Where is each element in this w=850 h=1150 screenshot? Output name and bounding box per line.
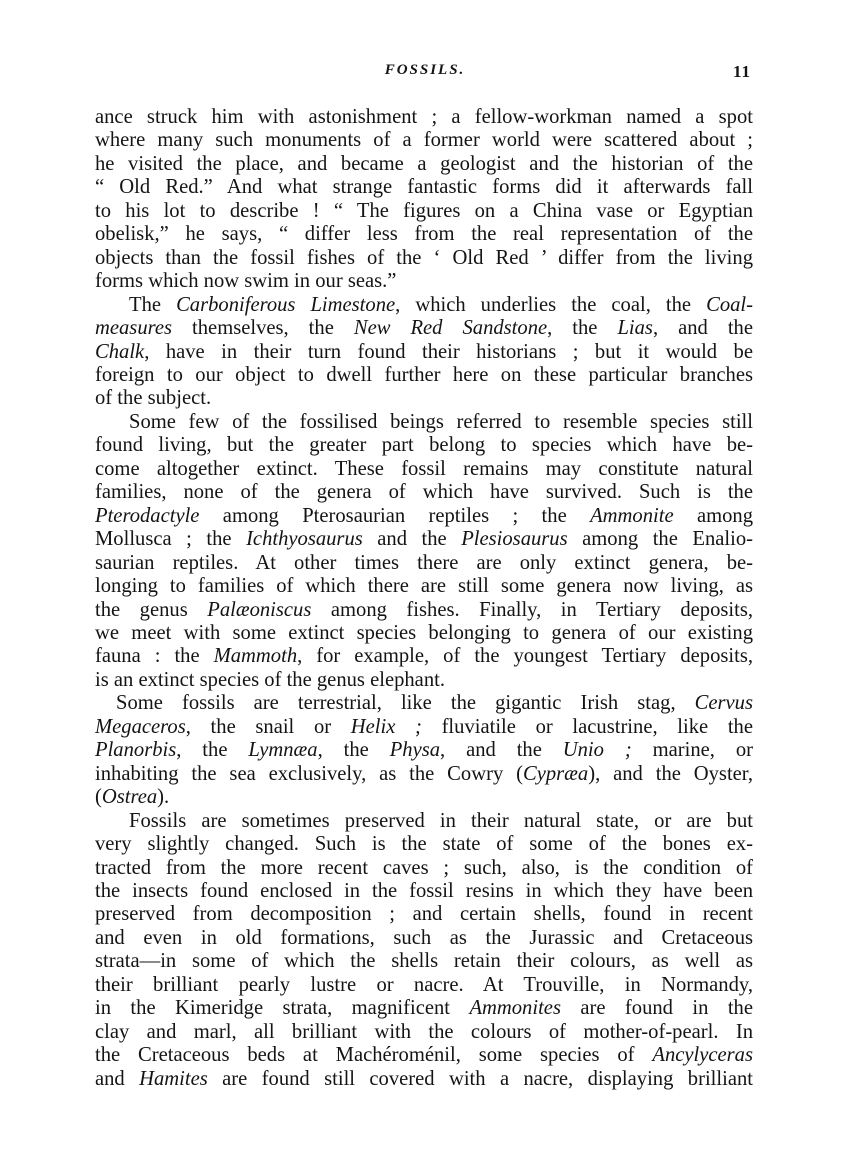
- text-line: come altogether extinct. These fossil remains may constitute natural: [95, 457, 753, 480]
- text-line: and Hamites are found still covered with a nacre, displaying brilliant: [95, 1067, 753, 1090]
- text-line: in the Kimeridge strata, magnificent Ammonites are found in the: [95, 997, 753, 1020]
- text-line: saurian reptiles. At other times there are only extinct genera, be-: [95, 551, 753, 574]
- text-line: preserved from decomposition ; and certain shells, found in recent: [95, 903, 753, 926]
- text-line: Planorbis, the Lymnæa, the Physa, and the Unio ; marine, or: [95, 739, 754, 762]
- text-line: and even in old formations, such as the Jurassic and Cretaceous: [95, 926, 753, 949]
- text-line: Some few of the fossilised beings referred to resemble species still: [129, 410, 753, 433]
- text-line: inhabiting the sea exclusively, as the Cowry (Cypræa), and the Oyster,: [95, 762, 753, 785]
- running-head: [95, 62, 755, 86]
- text-line: obelisk,” he says, “ differ less from the real representation of the: [95, 223, 753, 246]
- running-title: FOSSILS.: [384, 62, 466, 78]
- text-line: to his lot to describe ! “ The figures on a China vase or Egyptian: [95, 199, 753, 222]
- text-line: where many such monuments of a former world were scattered about ;: [95, 129, 753, 152]
- text-line: strata—in some of which the shells retain their colours, as well as: [95, 950, 753, 973]
- text-line: Pterodactyle among Pterosaurian reptiles ; the Ammonite among: [95, 504, 753, 527]
- text-line: tracted from the more recent caves ; such, also, is the condition of: [95, 856, 753, 879]
- paragraph: [95, 692, 753, 809]
- text-line: “ Old Red.” And what strange fantastic forms did it afterwards fall: [95, 176, 753, 199]
- text-line: the Cretaceous beds at Machéroménil, some species of Ancylyceras: [95, 1044, 753, 1067]
- text-line: of the subject.: [95, 387, 212, 410]
- text-line: Megaceros, the snail or Helix ; fluviatile or lacustrine, like the: [95, 715, 753, 738]
- text-line: families, none of the genera of which have survived. Such is the: [95, 481, 753, 504]
- text-line: is an extinct species of the genus elephant.: [95, 668, 445, 691]
- text-line: Some fossils are terrestrial, like the gigantic Irish stag, Cervus: [116, 692, 753, 715]
- text-line: ance struck him with astonishment ; a fellow-workman named a spot: [95, 106, 753, 128]
- text-line: foreign to our object to dwell further here on these particular branches: [95, 363, 753, 386]
- text-line: he visited the place, and became a geologist and the historian of the: [95, 152, 753, 175]
- body-text: [95, 106, 753, 1091]
- paragraph: [95, 294, 753, 411]
- text-line: (Ostrea).: [95, 786, 170, 809]
- text-line: measures themselves, the New Red Sandstone, the Lias, and the: [95, 317, 753, 340]
- text-line: The Carboniferous Limestone, which underlies the coal, the Coal-: [129, 293, 754, 316]
- text-line: forms which now swim in our seas.”: [95, 270, 397, 293]
- text-line: fauna : the Mammoth, for example, of the youngest Tertiary deposits,: [95, 645, 753, 668]
- text-line: the insects found enclosed in the fossil resins in which they have been: [95, 879, 753, 902]
- text-line: the genus Palæoniscus among fishes. Finally, in Tertiary deposits,: [95, 598, 753, 621]
- text-line: we meet with some extinct species belonging to genera of our existing: [95, 621, 753, 644]
- text-line: Chalk, have in their turn found their historians ; but it would be: [95, 340, 753, 363]
- text-line: their brilliant pearly lustre or nacre. At Trouville, in Normandy,: [95, 973, 753, 996]
- paragraph: [95, 810, 753, 1091]
- text-line: clay and marl, all brilliant with the colours of mother-of-pearl. In: [95, 1020, 753, 1043]
- paragraph: [95, 106, 753, 294]
- text-line: Mollusca ; the Ichthyosaurus and the Plesiosaurus among the Enalio-: [95, 528, 753, 551]
- text-line: Fossils are sometimes preserved in their natural state, or are but: [129, 809, 753, 832]
- paragraph: [95, 411, 753, 692]
- text-line: very slightly changed. Such is the state of some of the bones ex-: [95, 833, 753, 856]
- text-line: found living, but the greater part belong to species which have be-: [95, 434, 753, 457]
- text-line: objects than the fossil fishes of the ‘ Old Red ’ differ from the living: [95, 246, 753, 269]
- text-line: longing to families of which there are still some genera now living, as: [95, 575, 753, 598]
- page-number: 11: [732, 62, 751, 81]
